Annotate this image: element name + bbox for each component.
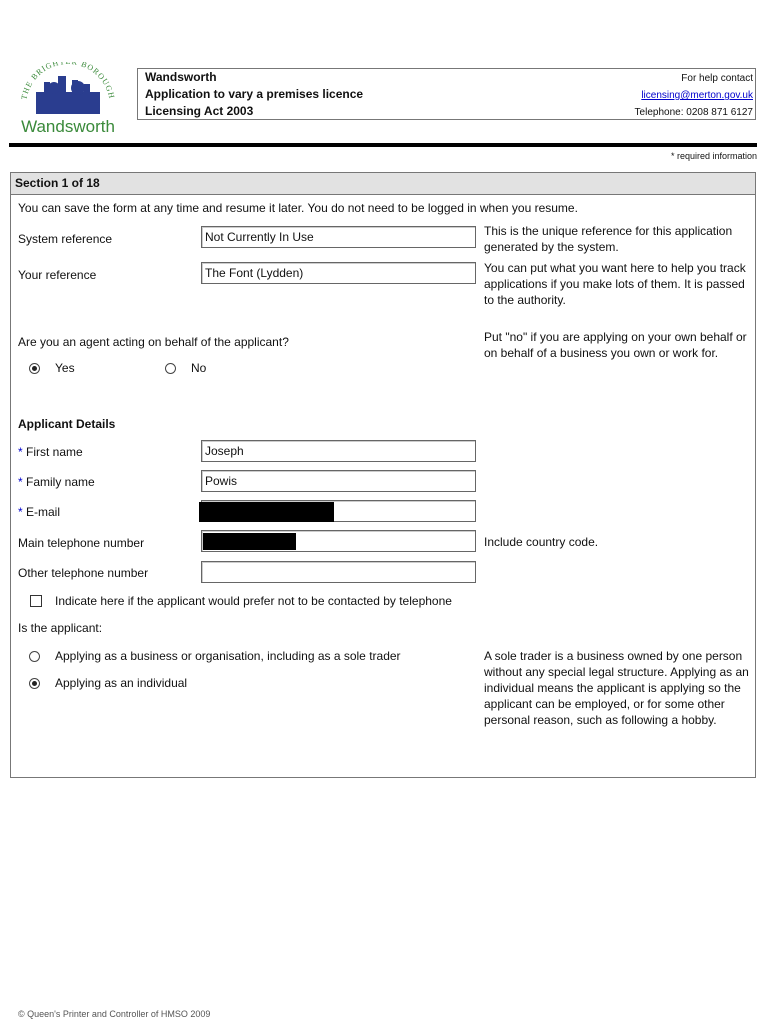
your-reference-note: You can put what you want here to help you track applications if you make lots of them. It is passed to the authority. — [484, 261, 746, 307]
logo-arc-text: THE BRIGH R BOROUGH — [19, 62, 117, 101]
copyright: © Queen's Printer and Controller of HMSO 2009 — [18, 1009, 211, 1019]
your-reference-label: Your reference — [18, 268, 97, 282]
main-phone-label: Main telephone number — [18, 536, 145, 550]
required-asterisk: * — [18, 445, 23, 459]
first-name-field[interactable]: Joseph — [201, 440, 476, 462]
email-redaction — [199, 502, 334, 522]
system-reference-label: System reference — [18, 232, 113, 246]
act-title: Licensing Act 2003 — [145, 104, 254, 118]
no-phone-contact-checkbox[interactable] — [30, 595, 42, 607]
individual-option-label: Applying as an individual — [55, 676, 188, 690]
business-option-label: Applying as a business or organisation, including as a sole trader — [55, 649, 401, 663]
agent-yes-label: Yes — [55, 361, 75, 375]
family-name-label: * Family name — [18, 475, 95, 489]
family-name-field[interactable]: Powis — [201, 470, 476, 492]
applicant-details-heading: Applicant Details — [18, 417, 116, 431]
your-reference-field[interactable]: The Font (Lydden) — [201, 262, 476, 284]
system-reference-field[interactable]: Not Currently In Use — [201, 226, 476, 248]
main-phone-note: Include country code. — [484, 535, 599, 549]
section-intro: You can save the form at any time and resume it later. You do not need to be logged in when you resume. — [18, 201, 578, 215]
business-radio[interactable] — [29, 651, 40, 662]
agent-no-radio[interactable] — [165, 363, 176, 374]
help-label: For help contact — [681, 73, 753, 84]
no-phone-contact-label: Indicate here if the applicant would prefer not to be contacted by telephone — [55, 594, 452, 608]
form-title: Application to vary a premises licence — [145, 87, 364, 101]
required-info: * required information — [670, 151, 757, 161]
agent-question-label: Are you an agent acting on behalf of the applicant? — [18, 335, 289, 349]
help-contact — [635, 70, 753, 121]
applicant-type-label: Is the applicant: — [18, 621, 103, 635]
section-title: Section 1 of 18 — [11, 173, 755, 195]
system-reference-note: This is the unique reference for this application generated by the system. — [484, 224, 733, 254]
agent-yes-radio[interactable] — [29, 363, 40, 374]
applicant-type-note: A sole trader is a business owned by one person without any special legal structure. Applying as an individual means the applicant is applying so the applicant can be employed, or for some other personal reason, such as following a hobby. — [484, 649, 749, 727]
first-name-label: * First name — [18, 445, 83, 459]
help-phone: Telephone: 0208 871 6127 — [634, 107, 753, 118]
individual-radio[interactable] — [29, 678, 40, 689]
agent-no-label: No — [191, 361, 207, 375]
header-rule — [9, 143, 757, 147]
help-email-link[interactable]: licensing@merton.gov.uk — [641, 90, 753, 101]
other-phone-label: Other telephone number — [18, 566, 149, 580]
required-asterisk: * — [18, 505, 23, 519]
other-phone-field[interactable] — [201, 561, 476, 583]
phone-redaction — [203, 533, 296, 550]
required-asterisk: * — [18, 475, 23, 489]
council-name: Wandsworth — [145, 70, 217, 84]
logo-text: Wandsworth — [21, 117, 115, 136]
email-label: * E-mail — [18, 505, 61, 519]
header-titles — [145, 69, 363, 120]
wandsworth-logo — [14, 62, 122, 138]
agent-question-note: Put "no" if you are applying on your own behalf or on behalf of a business you own or work for. — [484, 330, 747, 360]
